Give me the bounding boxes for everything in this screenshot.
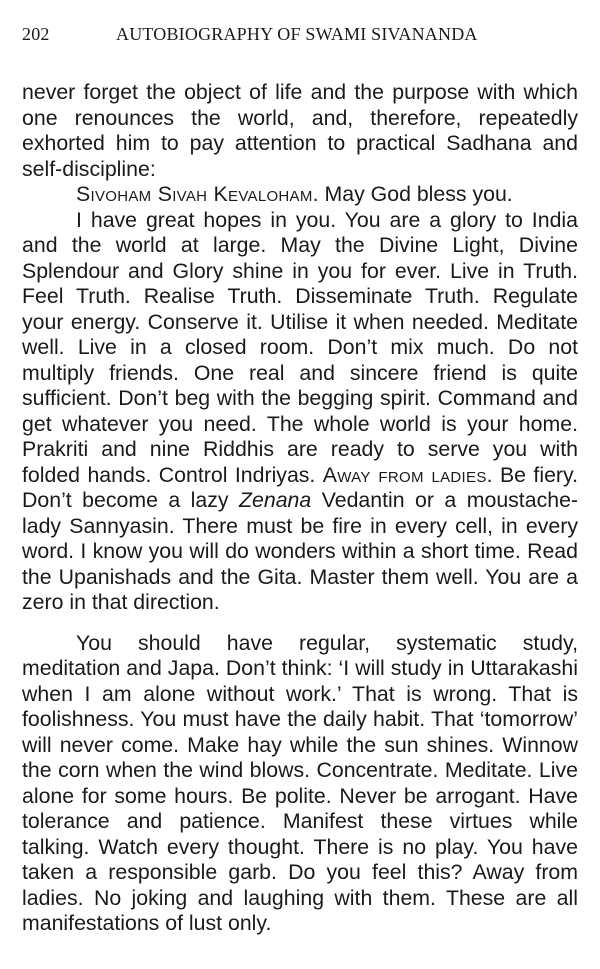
paragraph-3-part-3: Vedantin or a moustache-lady Sannyasin. There must be fire in every cell, in every word. I know you will do wonders within a short time. Read the Upanishads and the Gita. Master them well. You are a zero in that direction. (22, 488, 578, 614)
running-title: AUTOBIOGRAPHY OF SWAMI SIVANANDA (116, 24, 478, 44)
blessing-text: . May God bless you. (312, 182, 513, 206)
body-text (22, 80, 578, 937)
paragraph-3-part-2: . Be fiery. Don’t become a lazy (22, 462, 579, 512)
paragraph-3 (22, 208, 578, 616)
mantra-text: Sivoham Sivah Kevaloham (76, 182, 313, 206)
paragraph-2 (22, 182, 578, 208)
page-number: 202 (22, 24, 50, 44)
zenana-italic: Zenana (239, 488, 312, 512)
paragraph-4: You should have regular, systematic study, meditation and Japa. Don’t think: ‘I will study in Uttarakashi when I am alone without work.’ That is wrong. That is foolishness. You must have the daily habit. That ‘tomorrow’ will never come. Make hay while the sun shines. Winnow the corn when the wind blows. Concentrate. Meditate. Live alone for some hours. Be polite. Never be arrogant. Have tolerance and patience. Manifest these virtues while talking. Watch every thought. There is no play. You have taken a responsible garb. Do you feel this? Away from ladies. No joking and laughing with them. These are all manifestations of lust only. (22, 630, 578, 935)
paragraph-3-part-1: I have great hopes in you. You are a glory to India and the world at large. May the Divine Light, Divine Splendour and Glory shine in you for ever. Live in Truth. Feel Truth. Realise Truth. Disseminate Truth. Regulate your energy. Conserve it. Utilise it when needed. Meditate well. Live in a closed room. Don’t mix much. Do not multiply friends. One real and sincere friend is quite sufficient. Don’t beg with the begging spirit. Command and get whatever you need. The whole world is your home. Prakriti and nine Riddhis are ready to serve you with folded hands. Control Indriyas. (22, 207, 578, 487)
paragraph-1: never forget the object of life and the purpose with which one renounces the world, and, therefore, repeatedly exhorted him to pay attention to practical Sadhana and self-discipline: (22, 80, 578, 181)
away-from-ladies-smallcaps: Away from ladies (322, 462, 487, 487)
